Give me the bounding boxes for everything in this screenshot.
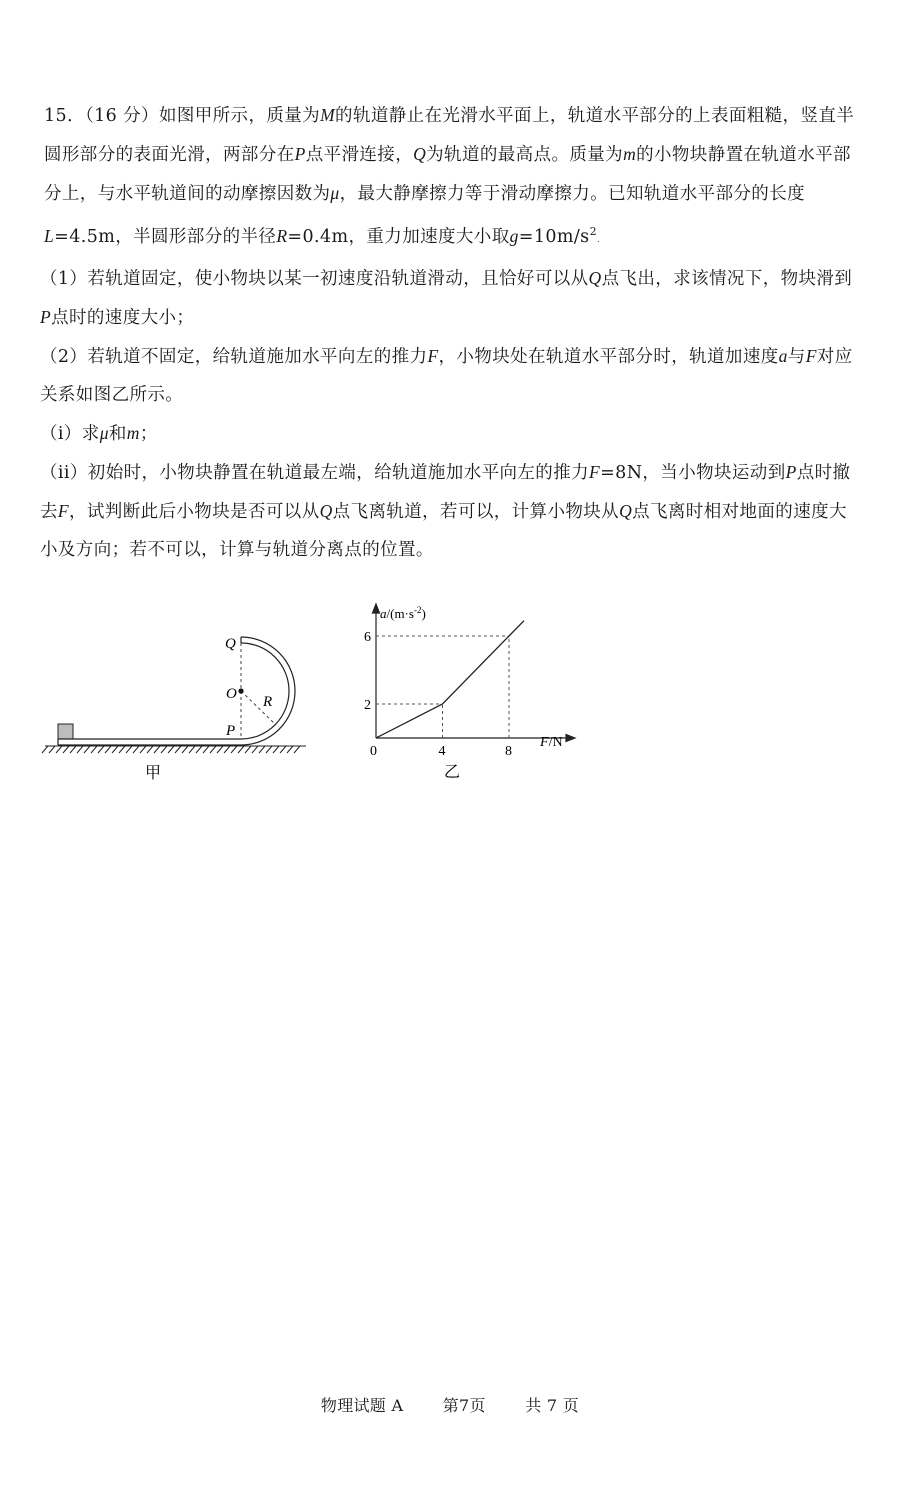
footer-total: 共 7 页 — [525, 1396, 580, 1415]
y-tick-label: 2 — [364, 698, 371, 713]
y-axis-arrow — [373, 604, 380, 613]
problem-15 — [40, 96, 860, 569]
x-tick-label: 8 — [505, 744, 512, 759]
problem-statement: 15．（16 分）如图甲所示，质量为M的轨道静止在光滑水平面上，轨道水平部分的上表面粗糙，竖直半圆形部分的表面光滑，两部分在P点平滑连接，Q为轨道的最高点。质量为m的小物块静置在轨道水平部分上，与水平轨道间的动摩擦因数为μ，最大静摩擦力等于滑动摩擦力。已知轨道水平部分的长度L=4.5m，半圆形部分的半径R=0.4m，重力加速度大小取$g=10m/s^2$. — [44, 105, 855, 247]
label-q: Q — [225, 636, 236, 652]
track — [58, 637, 295, 745]
small-block — [58, 724, 73, 739]
y-tick-label: 6 — [364, 630, 371, 645]
figure-yi-caption: 乙 — [444, 764, 461, 781]
center-point-o — [238, 688, 243, 693]
page-footer — [0, 1393, 900, 1416]
part-1: （1）若轨道固定，使小物块以某一初速度沿轨道滑动，且恰好可以从Q点飞出，求该情况下，物块滑到P点时的速度大小； — [40, 267, 853, 328]
x-axis-label: F/N — [540, 735, 563, 750]
figure-jia-track-diagram — [40, 620, 330, 785]
x-tick-label: 4 — [438, 744, 446, 759]
footer-page: 第7页 — [442, 1396, 486, 1415]
dashed-guides — [376, 636, 509, 738]
ground-hatching — [42, 746, 306, 753]
y-axis-label: $a/(m\cdot s^{-2})$ — [380, 605, 426, 621]
figure-jia-caption: 甲 — [145, 765, 162, 782]
origin-label: 0 — [370, 744, 377, 759]
problem-number: 15．（16 分） — [44, 106, 159, 126]
label-o: O — [226, 686, 237, 702]
series-line — [376, 621, 524, 738]
label-r: R — [263, 694, 273, 710]
part-2-i: （i）求μ和m； — [40, 422, 158, 444]
part-2-ii: （ii）初始时，小物块静置在轨道最左端，给轨道施加水平向左的推力F=8N，当小物块运动到P点时撤去F，试判断此后小物块是否可以从Q点飞离轨道，若可以，计算小物块从Q点飞离时相对地面的速度大小及方向；若不可以，计算与轨道分离点的位置。 — [40, 461, 851, 560]
label-p: P — [226, 723, 236, 739]
tick-labels — [364, 630, 512, 759]
x-axis-arrow — [566, 735, 575, 742]
part-2: （2）若轨道不固定，给轨道施加水平向左的推力F，小物块处在轨道水平部分时，轨道加速度a与F对应关系如图乙所示。 — [40, 345, 853, 405]
footer-subject: 物理试题 A — [320, 1396, 404, 1415]
figure-yi-chart — [355, 598, 595, 788]
